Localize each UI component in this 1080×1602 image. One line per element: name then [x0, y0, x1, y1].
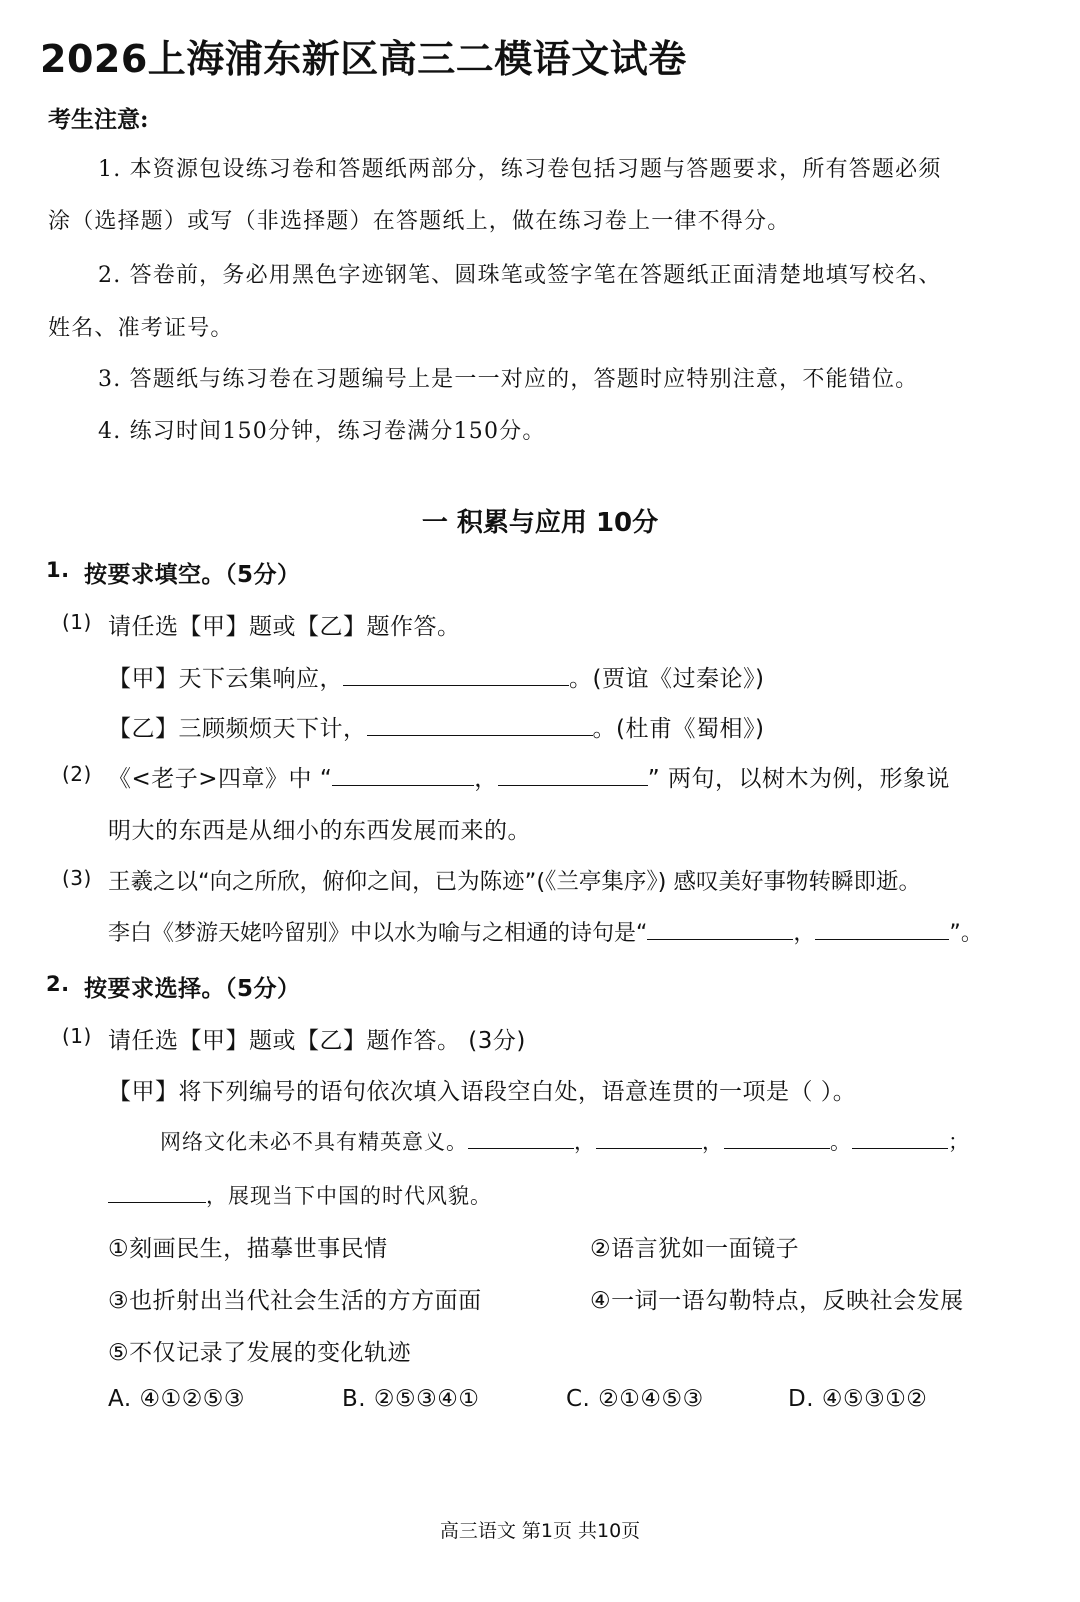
notice-item-2-line-2: 姓名、准考证号。 [48, 316, 234, 341]
q1-number: 1. [46, 558, 70, 582]
notice-item-1-line-1: 1. 本资源包设练习卷和答题纸两部分，练习卷包括习题与答题要求，所有答题必须 [98, 157, 942, 182]
q2-paragraph-line-2 [108, 1180, 492, 1210]
notice-item-1-line-2: 涂（选择题）或写（非选择题）在答题纸上，做在练习卷上一律不得分。 [48, 209, 791, 234]
section-title: 一 积累与应用 10分 [421, 508, 659, 538]
q2-blank-3[interactable] [724, 1128, 830, 1149]
q1-part1-text: 请任选【甲】题或【乙】题作答。 [108, 614, 461, 640]
q1-jia-line [108, 660, 764, 693]
q2-jia-text: 【甲】将下列编号的语句依次填入语段空白处，语意连贯的一项是（ ）。 [108, 1079, 857, 1105]
q2-blank-4[interactable] [852, 1128, 948, 1149]
q2-number: 2. [46, 972, 70, 996]
q2-punct-3: 。 [830, 1130, 852, 1154]
q2-paragraph-line-1 [160, 1126, 970, 1156]
q2-choice-a[interactable]: A. ④①②⑤③ [108, 1386, 246, 1412]
q2-blank-2[interactable] [596, 1128, 702, 1149]
page-footer: 高三语文 第1页 共10页 [439, 1520, 641, 1542]
q2-heading: 按要求选择。（5分） [84, 976, 301, 1002]
q2-punct-1: ， [574, 1130, 596, 1154]
q1-part3-comma: ， [793, 921, 816, 946]
q1-part3-line-1: 王羲之以“向之所欣，俯仰之间，已为陈迹”(《兰亭集序》) 感叹美好事物转瞬即逝。 [108, 869, 922, 895]
q2-choice-b[interactable]: B. ②⑤③④① [342, 1386, 480, 1412]
q1-part2-blank-2[interactable] [498, 765, 648, 786]
q2-option-4: ④一词一语勾勒特点，反映社会发展 [590, 1288, 964, 1314]
q1-jia-source: 。(贾谊《过秦论》) [569, 666, 765, 692]
q1-part3-blank-1[interactable] [647, 919, 793, 940]
q1-yi-blank[interactable] [367, 715, 593, 736]
q2-option-1: ①刻画民生，描摹世事民情 [108, 1236, 388, 1262]
q2-choice-c[interactable]: C. ②①④⑤③ [566, 1386, 704, 1412]
q1-yi-source: 。(杜甫《蜀相》) [592, 716, 765, 742]
q2-punct-2: ， [702, 1130, 724, 1154]
q2-paragraph-end: ，展现当下中国的时代风貌。 [206, 1184, 492, 1208]
q1-part3-blank-2[interactable] [815, 919, 949, 940]
q1-yi-line [108, 710, 764, 743]
q1-yi-text: 【乙】三顾频烦天下计， [108, 716, 367, 742]
q1-part2-blank-1[interactable] [332, 765, 474, 786]
q2-part1-text: 请任选【甲】题或【乙】题作答。 (3分) [108, 1028, 526, 1054]
notice-heading: 考生注意: [48, 106, 149, 133]
q1-part2-comma: ， [474, 766, 498, 792]
q1-jia-blank[interactable] [343, 665, 569, 686]
q1-jia-text: 【甲】天下云集响应， [108, 666, 343, 692]
q2-blank-1[interactable] [468, 1128, 574, 1149]
q1-part2-line-2: 明大的东西是从细小的东西发展而来的。 [108, 818, 531, 844]
q1-part2-line [108, 760, 950, 793]
q2-punct-4: ； [948, 1130, 970, 1154]
q2-blank-5[interactable] [108, 1182, 206, 1203]
q1-part2-tail: ” 两句，以树木为例，形象说 [647, 766, 951, 792]
q2-option-5: ⑤不仅记录了发展的变化轨迹 [108, 1340, 412, 1366]
notice-item-3: 3. 答题纸与练习卷在习题编号上是一一对应的，答题时应特别注意，不能错位。 [98, 367, 919, 392]
q1-part3-number: (3) [62, 866, 92, 890]
q2-paragraph-start: 网络文化未必不具有精英意义。 [160, 1130, 468, 1154]
q2-option-3: ③也折射出当代社会生活的方方面面 [108, 1288, 482, 1314]
q1-heading: 按要求填空。（5分） [84, 562, 301, 588]
q1-part2-number: (2) [62, 762, 92, 786]
q1-part3-line-2 [108, 916, 983, 947]
q2-choice-d[interactable]: D. ④⑤③①② [788, 1386, 928, 1412]
notice-item-2-line-1: 2. 答卷前，务必用黑色字迹钢笔、圆珠笔或签字笔在答题纸正面清楚地填写校名、 [98, 263, 942, 288]
q2-option-2: ②语言犹如一面镜子 [590, 1236, 800, 1262]
q2-part1-number: (1) [62, 1024, 92, 1048]
q1-part3-lead: 李白《梦游天姥吟留别》中以水为喻与之相通的诗句是“ [108, 921, 648, 946]
notice-item-4: 4. 练习时间150分钟，练习卷满分150分。 [98, 419, 546, 444]
q1-part2-lead: 《<老子>四章》中 “ [108, 766, 333, 792]
page-title: 2026上海浦东新区高三二模语文试卷 [40, 37, 687, 81]
q1-part1-number: (1) [62, 610, 92, 634]
q1-part3-end: ”。 [949, 921, 983, 946]
